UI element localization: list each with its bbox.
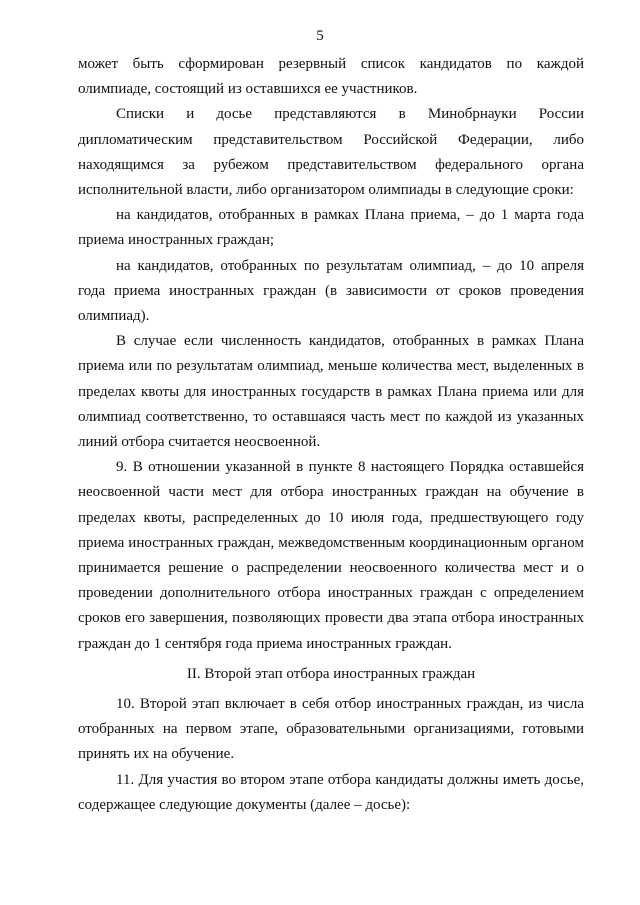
paragraph-deadline-plan: на кандидатов, отобранных в рамках Плана приема, – до 1 марта года приема иностранных граждан;: [78, 207, 584, 249]
document-body: [78, 52, 584, 818]
paragraph-item-10: 10. Второй этап включает в себя отбор иностранных граждан, из числа отобранных на первом этапе, образовательными организациями, готовыми принять их на обучение.: [78, 696, 584, 763]
paragraph-deadline-olympiad: на кандидатов, отобранных по результатам олимпиад, – до 10 апреля года приема иностранных граждан (в зависимости от сроков проведения олимпиад).: [78, 257, 584, 325]
paragraph-item-11: 11. Для участия во втором этапе отбора кандидаты должны иметь досье, содержащее следующие документы (далее – досье):: [78, 771, 584, 813]
paragraph-reserve-list: может быть сформирован резервный список кандидатов по каждой олимпиаде, состоящий из оставшихся ее участников.: [78, 56, 584, 98]
page-number: 5: [316, 28, 324, 44]
section-heading: II. Второй этап отбора иностранных граждан: [186, 665, 476, 682]
paragraph-unused-places: В случае если численность кандидатов, отобранных в рамках Плана приема или по результатам олимпиад, меньше количества мест, выделенных в пределах квоты для иностранных государств в рамках Плана приема или для олимпиад соответственно, то оставшаяся часть мест по каждой из указанных линий отбора считается неосвоенной.: [78, 333, 584, 451]
paragraph-item-9: 9. В отношении указанной в пункте 8 настоящего Порядка оставшейся неосвоенной части мест для отбора иностранных граждан на обучение в пределах квоты, распределенных до 10 июля года, предшествующего году приема иностранных граждан, межведомственным координационным органом принимается решение о распределении неосвоенного количества мест и о проведении дополнительного отбора иностранных граждан с определением сроков его завершения, позволяющих провести два этапа отбора иностранных граждан до 1 сентября года приема иностранных граждан.: [78, 459, 584, 652]
paragraph-submission: Списки и досье представляются в Минобрнауки России дипломатическим представительством Российской Федерации, либо находящимся за рубежом представительством федерального органа исполнительной власти, либо организатором олимпиады в следующие сроки:: [78, 106, 584, 199]
